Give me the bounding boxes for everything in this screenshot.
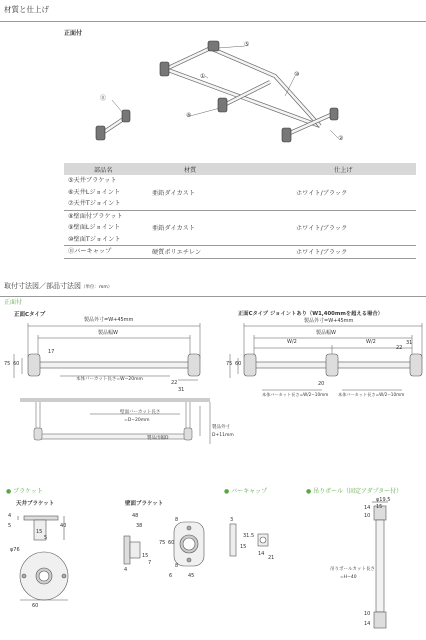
ceil-dim-76: φ76	[10, 547, 20, 553]
material-cell: 亜鉛ダイカスト	[152, 175, 296, 210]
subsection-front-mount: 正面付	[64, 30, 83, 37]
ceiling-bracket-drawing	[8, 508, 78, 608]
typeC-wallcut-label: 壁面バーカット長さ	[120, 410, 161, 415]
header-part-name: 部品名	[64, 163, 152, 175]
material-cell: 硬質ポリエチレン	[152, 246, 296, 259]
material-cell: 亜鉛ダイカスト	[152, 210, 296, 246]
typeC-depth-label: 製品出幅D	[147, 436, 169, 441]
ceil-dim-40: 40	[60, 523, 67, 529]
pole-dim-14b: 14	[364, 621, 371, 627]
materials-table	[64, 163, 416, 259]
typeC-outer-label: 製品外寸=W+45mm	[84, 317, 134, 323]
wall-dim-45: 45	[188, 573, 195, 579]
wall-bracket-title: 壁面ブラケット	[125, 501, 164, 507]
typeCJ-outer-label: 製品外寸=W+45mm	[304, 318, 354, 324]
typeC-title: 正面Cタイプ	[14, 312, 46, 318]
typeC-drawing	[0, 318, 215, 448]
typeCJ-half-right: W/2	[366, 339, 376, 345]
cap-dim-14: 14	[258, 551, 265, 557]
typeCJ-title: 正面Cタイプ ジョイントあり（W1,400mmを超える場合）	[238, 311, 383, 317]
part-name: ⑩壁面Tジョイント	[68, 235, 121, 243]
wall-bracket-drawing	[118, 512, 218, 582]
pole-dim-10b: 10	[364, 611, 371, 617]
wall-dim-8a: 8	[175, 517, 179, 523]
wall-dim-7: 7	[148, 560, 152, 566]
typeCJ-dim-60: 60	[235, 361, 242, 367]
table-row	[64, 175, 416, 210]
ceil-dim-4: 4	[8, 513, 12, 519]
section-divider	[0, 296, 426, 297]
typeC-width-label: 製品幅W	[98, 330, 118, 336]
subsection-front-mount: 正面付	[4, 299, 23, 306]
bracket-label: ● ブラケット	[6, 488, 43, 495]
finish-cell: ホワイト/ブラック	[296, 210, 416, 246]
pole-cut-label: 吊りポールカット長さ	[330, 567, 375, 572]
wall-dim-6: 6	[169, 573, 173, 579]
section-divider	[0, 21, 426, 22]
cap-dim-21: 21	[268, 555, 275, 561]
typeC-outer-h-label: 製品外寸	[212, 425, 230, 430]
callout-9: ⑤	[244, 41, 250, 48]
wall-dim-48: 48	[132, 513, 139, 519]
pole-dim-19-5: φ19.5	[376, 497, 391, 503]
typeCJ-dim-20: 20	[318, 381, 325, 387]
wall-dim-15: 15	[142, 553, 149, 559]
typeC-dim-22: 22	[171, 380, 178, 386]
finish-cell: ホワイト/ブラック	[296, 246, 416, 259]
typeC-dim-17: 17	[48, 349, 55, 355]
table-row	[64, 210, 416, 246]
callout-8: ⑧	[186, 112, 192, 119]
table-row	[64, 246, 416, 259]
unit-note: （単位：mm）	[81, 285, 113, 290]
pole-cut-formula: =H−40	[340, 575, 357, 580]
section-title-dimensions	[4, 283, 112, 291]
assembly-illustration	[90, 38, 360, 158]
pole-dim-14: 14	[364, 505, 371, 511]
typeCJ-width-label: 製品幅W	[316, 330, 336, 336]
part-name: ⑥天井Lジョイント	[68, 188, 121, 196]
section-title-text: 取付寸法図／部品寸法図	[4, 282, 81, 290]
header-finish: 仕上げ	[296, 163, 416, 175]
typeC-dim-60: 60	[13, 361, 20, 367]
pole-dim-15: 15	[376, 504, 383, 510]
callout-11: ⑪	[100, 95, 107, 102]
section-title-materials: 材質と仕上げ	[4, 5, 49, 14]
callout-1: ①	[200, 73, 206, 80]
part-name: ⑤天井ブラケット	[68, 177, 117, 184]
part-name: ⑦天井Tジョイント	[68, 200, 121, 207]
ceiling-bracket-title: 天井ブラケット	[16, 501, 55, 507]
wall-dim-8b: 8	[175, 563, 179, 569]
cap-dim-15: 15	[240, 544, 247, 550]
typeC-wallcut-formula: =D−20mm	[124, 418, 150, 423]
typeC-barcut-label: 本体バーカット長さ=W−20mm	[76, 377, 143, 382]
part-name: ⑧壁面付ブラケット	[68, 212, 123, 220]
part-name: ⑪バーキャップ	[68, 248, 112, 255]
typeC-dim-31: 31	[178, 387, 185, 393]
typeCJ-half-left: W/2	[287, 339, 297, 345]
pole-dim-10: 10	[364, 513, 371, 519]
wall-dim-60: 60	[168, 540, 175, 546]
typeCJ-dim-31: 31	[406, 340, 413, 346]
typeCJ-dim-22: 22	[396, 345, 403, 351]
bar-cap-label: ● バーキャップ	[224, 488, 268, 495]
typeC-outer-h-formula: D+11mm	[212, 433, 234, 438]
callout-2: ②	[338, 135, 344, 142]
hanging-pole-label: ● 吊りポール（固定アダプター付）	[306, 488, 403, 495]
typeC-dim-75: 75	[4, 361, 11, 367]
typeCJ-cut-left: 本体バーカット長さ=W/2−10mm	[262, 392, 329, 397]
ceil-dim-60: 60	[32, 603, 39, 609]
header-material: 材質	[152, 163, 296, 175]
ceil-dim-5b: 5	[44, 535, 48, 541]
part-name: ⑨壁面Lジョイント	[68, 224, 121, 231]
callout-10: ⑩	[294, 71, 300, 78]
cap-dim-31-5: 31.5	[243, 533, 255, 539]
typeCJ-dim-75: 75	[226, 361, 233, 367]
wall-dim-75: 75	[159, 540, 166, 546]
wall-dim-4: 4	[124, 567, 128, 573]
wall-dim-38: 38	[136, 523, 143, 529]
ceil-dim-5: 5	[8, 523, 12, 529]
cap-dim-3: 3	[230, 517, 234, 523]
ceil-dim-15: 15	[36, 529, 43, 535]
bar-cap-drawing	[226, 516, 286, 566]
typeCJ-cut-right: 本体バーカット長さ=W/2−10mm	[338, 392, 405, 397]
finish-cell: ホワイト/ブラック	[296, 175, 416, 210]
